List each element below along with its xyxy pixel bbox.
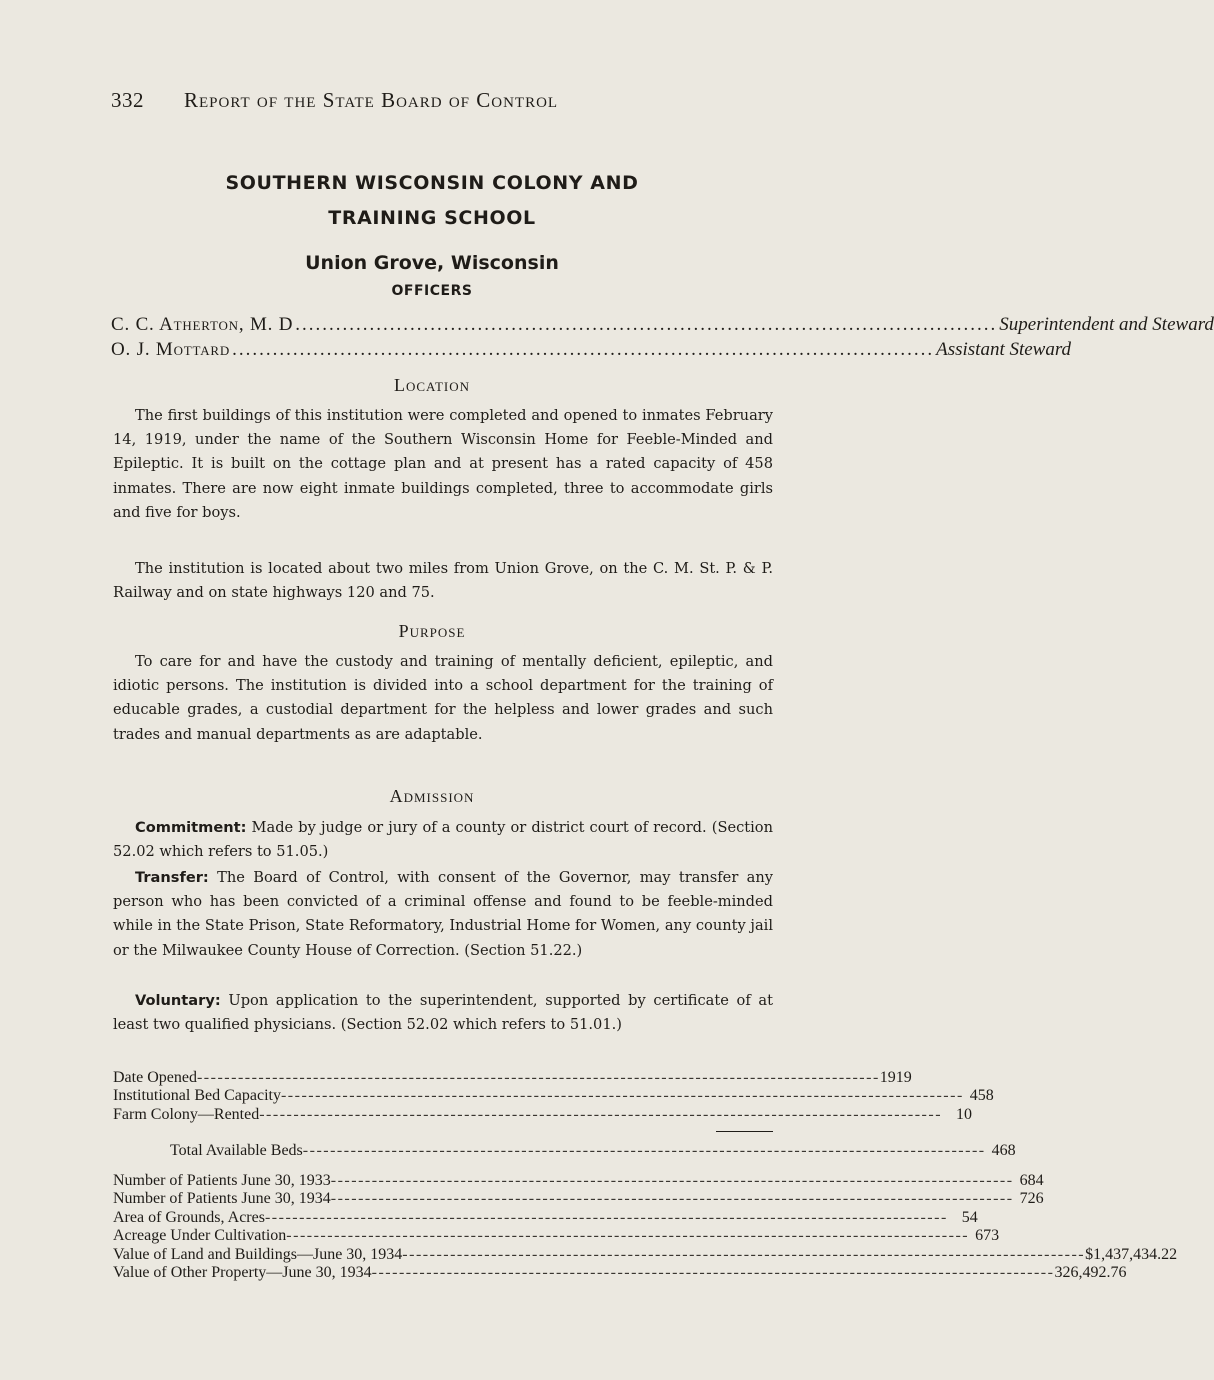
stat-row [113, 1105, 973, 1124]
dot-leader: ........................................................................................................ [295, 314, 998, 335]
running-header [111, 88, 558, 113]
stat-row [113, 1264, 1127, 1282]
stat-row [113, 1172, 1044, 1190]
officer-name: O. J. Mottard [111, 339, 231, 360]
stat-label: Area of Grounds, Acres [113, 1208, 265, 1226]
stat-value: 10 [956, 1105, 973, 1123]
stat-label: Number of Patients June 30, 1934 [113, 1190, 331, 1208]
transfer-text: The Board of Control, with consent of the Governor, may transfer any person who has been convicted of a criminal offense and found to be feeble-minded while in the State Prison, State Reformatory, Industrial Home for Women, any county jail or the Milwaukee County House of Correction. (Section 51.22.) [113, 869, 773, 959]
stat-label: Farm Colony—Rented [113, 1105, 260, 1123]
total-value: 468 [991, 1142, 1016, 1159]
stat-value: 726 [1019, 1190, 1044, 1208]
stat-row [113, 1087, 994, 1105]
voluntary-paragraph [113, 989, 773, 1037]
stat-value: 458 [969, 1087, 994, 1105]
dash-leader: ---------------------------------------------------------------------------------------------------- [330, 1172, 1014, 1189]
dash-leader: ---------------------------------------------------------------------------------------------------- [280, 1087, 964, 1105]
officer-name: C. C. Atherton, M. D [111, 314, 294, 335]
commitment-text: Made by judge or jury of a county or district court of record. (Section 52.02 which refers to 51.05.) [113, 819, 773, 861]
stats-table-b [113, 1172, 1178, 1282]
stat-row [113, 1208, 978, 1227]
stat-value: $1,437,434.22 [1085, 1245, 1178, 1263]
purpose-paragraph: To care for and have the custody and training of mentally deficient, epileptic, and idiotic persons. The institution is divided into a school department for the training of educable grades, a custodial department for the helpless and lower grades and such trades and manual departments as are adaptable. [113, 653, 773, 743]
dash-leader: ---------------------------------------------------------------------------------------------------- [371, 1264, 1055, 1282]
transfer-label: Transfer: [135, 869, 209, 886]
stat-value: 684 [1019, 1172, 1044, 1189]
officer-row [111, 339, 1072, 361]
officer-role: Assistant Steward [936, 339, 1072, 360]
dash-leader: ---------------------------------------------------------------------------------------------------- [302, 1142, 986, 1159]
page-number: 332 [111, 88, 144, 112]
dash-leader: ---------------------------------------------------------------------------------------------------- [402, 1245, 1086, 1263]
officer-role: Superintendent and Steward [999, 314, 1214, 335]
total-row [113, 1142, 1016, 1160]
location-heading: Location [393, 375, 471, 395]
admission-heading: Admission [389, 786, 475, 806]
stat-label: Number of Patients June 30, 1933 [113, 1172, 331, 1189]
total-label: Total Available Beds [170, 1142, 303, 1159]
stat-value: 1919 [879, 1069, 912, 1086]
stat-value: 673 [975, 1227, 1000, 1245]
commitment-paragraph [113, 816, 773, 864]
stat-value: 54 [961, 1208, 978, 1226]
location-paragraph-1: The first buildings of this institution were completed and opened to inmates February 14, 1919, under the name of the Southern Wisconsin Home for Feeble-Minded and Epileptic. It is built on the cottage plan and at present has a rated capacity of 458 inmates. There are now eight inmate buildings completed, three to accommodate girls and five for boys. [113, 407, 773, 521]
stats-table-a [113, 1069, 994, 1124]
voluntary-text: Upon application to the superintendent, supported by certificate of at least two qualified physicians. (Section 52.02 which refers to 51.01.) [113, 992, 773, 1034]
officer-row [111, 314, 1214, 336]
stats-total [113, 1142, 1016, 1160]
stat-row [113, 1069, 912, 1087]
institution-location: Union Grove, Wisconsin [305, 252, 559, 274]
stat-row [113, 1245, 1178, 1264]
institution-title-line2: TRAINING SCHOOL [328, 207, 536, 229]
dash-leader: ---------------------------------------------------------------------------------------------------- [286, 1227, 970, 1245]
purpose-heading: Purpose [398, 621, 466, 641]
dash-leader: ---------------------------------------------------------------------------------------------------- [330, 1190, 1014, 1208]
stat-value: 326,492.76 [1054, 1264, 1127, 1282]
stat-row [113, 1227, 1000, 1245]
dash-leader: ---------------------------------------------------------------------------------------------------- [196, 1069, 880, 1086]
dash-leader: ---------------------------------------------------------------------------------------------------- [259, 1105, 943, 1123]
officers-heading: OFFICERS [391, 283, 473, 299]
stat-label: Institutional Bed Capacity [113, 1087, 281, 1105]
stat-row [113, 1190, 1044, 1208]
stat-label: Date Opened [113, 1069, 197, 1086]
voluntary-label: Voluntary: [135, 992, 221, 1009]
total-rule [716, 1131, 773, 1132]
stat-label: Value of Other Property—June 30, 1934 [113, 1264, 372, 1282]
commitment-label: Commitment: [135, 819, 247, 836]
dash-leader: ---------------------------------------------------------------------------------------------------- [264, 1208, 948, 1226]
institution-title-line1: SOUTHERN WISCONSIN COLONY AND [225, 172, 639, 194]
running-title: Report of the State Board of Control [184, 88, 559, 112]
dot-leader: ........................................................................................................ [232, 339, 935, 360]
stat-label: Acreage Under Cultivation [113, 1227, 287, 1245]
location-paragraph-2: The institution is located about two miles from Union Grove, on the C. M. St. P. & P. Railway and on state highways 120 and 75. [113, 560, 773, 602]
stat-label: Value of Land and Buildings—June 30, 1934 [113, 1245, 403, 1263]
transfer-paragraph [113, 866, 773, 963]
